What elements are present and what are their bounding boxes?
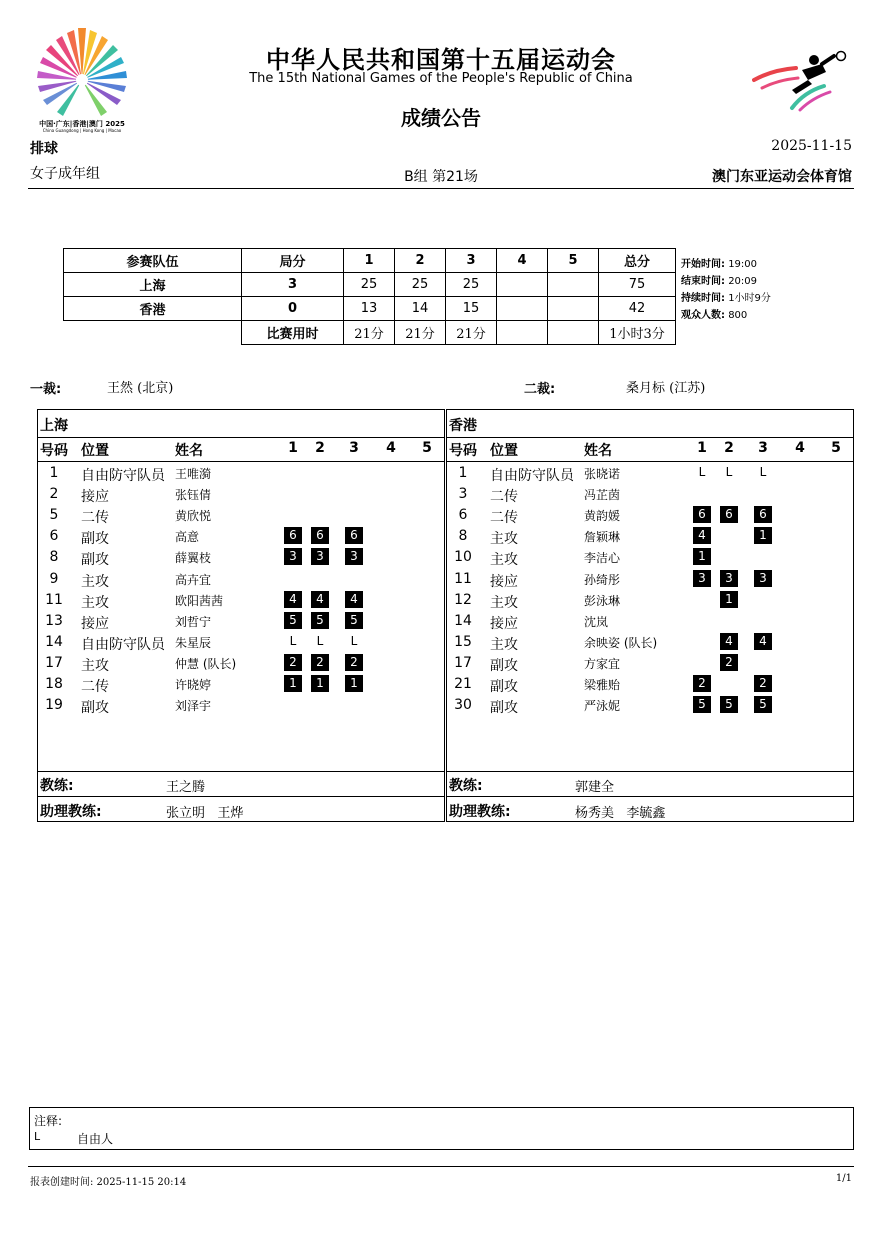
- player-position: 接应: [490, 615, 518, 632]
- starting-position-badge: 2: [345, 654, 363, 671]
- sets-won: 3: [242, 273, 344, 297]
- starting-position-badge: 4: [284, 591, 302, 608]
- player-name: 余映姿 (队长): [584, 635, 658, 650]
- player-position: 接应: [81, 615, 109, 632]
- player-row: [447, 673, 853, 694]
- player-position: 二传: [490, 489, 518, 506]
- player-name: 薛翼枝: [175, 551, 212, 566]
- player-position: 副攻: [490, 700, 518, 717]
- second-referee: 桑月标 (江苏): [626, 381, 706, 396]
- player-position: 自由防守队员: [490, 468, 574, 484]
- starting-position-badge: 6: [754, 506, 772, 523]
- player-position: 主攻: [490, 594, 518, 611]
- player-number: 30: [454, 697, 472, 714]
- second-referee-label: 二裁:: [524, 382, 556, 397]
- player-row: [447, 610, 853, 631]
- player-name: 许晓婷: [175, 678, 212, 692]
- player-position: 主攻: [81, 573, 109, 590]
- set-points: 15: [446, 297, 497, 321]
- player-row: [447, 504, 853, 525]
- roster-col-num: 号码: [449, 443, 477, 459]
- player-position: 主攻: [490, 636, 518, 653]
- logo-caption: 中国·广东|香港|澳门 2025: [39, 120, 125, 128]
- coach-name: 郭建全: [575, 780, 615, 795]
- player-name: 高意: [175, 530, 200, 545]
- roster-divider: [38, 771, 444, 772]
- starting-position-badge: 1: [345, 675, 363, 692]
- announcement-title: 成绩公告: [401, 106, 481, 130]
- starting-position-badge: 5: [693, 696, 711, 713]
- player-name: 刘泽宇: [175, 699, 212, 714]
- roster-col-set: 1: [288, 440, 298, 456]
- starting-position-badge: 3: [284, 548, 302, 565]
- player-position: 主攻: [81, 657, 109, 674]
- roster-divider: [447, 796, 853, 797]
- starting-position-badge: 6: [311, 527, 329, 544]
- starting-position-badge: 5: [311, 612, 329, 629]
- coach-label: 教练:: [449, 778, 483, 794]
- player-position: 副攻: [490, 657, 518, 674]
- player-row: [38, 652, 444, 673]
- player-row: [38, 462, 444, 483]
- roster-col-num: 号码: [40, 443, 68, 459]
- player-position: 副攻: [81, 552, 109, 569]
- player-row: [38, 631, 444, 652]
- starting-position-badge: 2: [284, 654, 302, 671]
- total-points: 75: [599, 273, 676, 297]
- first-referee: 王然 (北京): [107, 381, 174, 396]
- player-name: 王唯漪: [175, 467, 212, 481]
- team-name: 上海: [64, 273, 242, 297]
- player-row: [447, 568, 853, 589]
- player-number: 12: [454, 591, 472, 608]
- roster-col-pos: 位置: [81, 443, 109, 459]
- venue: 澳门东亚运动会体育馆: [712, 169, 852, 185]
- player-number: 9: [49, 570, 59, 587]
- player-number: 14: [45, 633, 63, 650]
- player-row: [38, 673, 444, 694]
- logo-caption-en: China Guangdong | Hong Kong | Macao: [42, 128, 122, 133]
- starting-position-badge: 2: [720, 654, 738, 671]
- set-header: 4: [497, 249, 548, 273]
- category-label: 女子成年组: [30, 166, 100, 182]
- libero-marker: L: [289, 633, 297, 648]
- set-points: [497, 297, 548, 321]
- player-number: 11: [45, 591, 63, 608]
- player-name: 严泳妮: [584, 699, 621, 714]
- set-header: 1: [344, 249, 395, 273]
- starting-position-badge: 2: [693, 675, 711, 692]
- player-position: 副攻: [81, 700, 109, 717]
- player-row: [447, 462, 853, 483]
- roster-col-name: 姓名: [584, 443, 612, 459]
- assistant-coach-label: 助理教练:: [449, 804, 511, 820]
- player-number: 6: [458, 507, 468, 524]
- coach-name: 王之腾: [166, 780, 206, 795]
- assistant-coaches: 张立明 王烨: [166, 806, 244, 821]
- player-name: 冯芷茵: [584, 488, 621, 503]
- player-name: 李洁心: [584, 551, 621, 566]
- duration-row: [64, 321, 676, 345]
- roster-col-pos: 位置: [490, 443, 518, 459]
- player-row: [447, 546, 853, 567]
- set-points: 25: [395, 273, 446, 297]
- player-name: 张钰倩: [175, 488, 212, 503]
- libero-marker: L: [759, 465, 767, 479]
- set-header: 5: [548, 249, 599, 273]
- player-position: 主攻: [81, 594, 109, 611]
- player-position: 副攻: [81, 531, 109, 548]
- starting-position-badge: 4: [311, 591, 329, 608]
- roster-col-set: 4: [795, 440, 805, 456]
- notes-label: 注释:: [34, 1114, 63, 1128]
- player-number: 8: [458, 528, 468, 545]
- starting-position-badge: 5: [345, 612, 363, 629]
- match-info-end: 结束时间: 20:09: [681, 276, 758, 287]
- set-duration: 21分: [446, 321, 497, 345]
- group-match: B组 第21场: [404, 169, 478, 185]
- match-info-spectators: 观众人数: 800: [681, 310, 748, 321]
- player-name: 仲慧 (队长): [175, 656, 237, 671]
- starting-position-badge: 6: [720, 506, 738, 523]
- player-number: 13: [45, 612, 63, 629]
- total-points: 42: [599, 297, 676, 321]
- starting-position-badge: 5: [754, 696, 772, 713]
- player-number: 14: [454, 612, 472, 629]
- player-position: 二传: [81, 679, 109, 695]
- set-duration: [548, 321, 599, 345]
- page-number: 1/1: [835, 1173, 852, 1184]
- player-number: 6: [49, 528, 59, 545]
- games-title-en: The 15th National Games of the People's Republic of China: [249, 71, 633, 86]
- starting-position-badge: 1: [284, 675, 302, 692]
- col-total-header: 总分: [599, 249, 676, 273]
- set-points: [548, 297, 599, 321]
- player-row: [38, 694, 444, 715]
- roster-col-name: 姓名: [175, 443, 203, 459]
- starting-position-badge: 4: [754, 633, 772, 650]
- player-position: 主攻: [490, 552, 518, 569]
- player-row: [447, 589, 853, 610]
- player-number: 8: [49, 549, 59, 566]
- player-row: [38, 568, 444, 589]
- set-points: 13: [344, 297, 395, 321]
- starting-position-badge: 2: [754, 675, 772, 692]
- starting-position-badge: 6: [345, 527, 363, 544]
- score-row: [64, 273, 676, 297]
- team-name: 香港: [64, 297, 242, 321]
- player-number: 18: [45, 676, 63, 692]
- libero-marker: L: [725, 465, 733, 479]
- player-row: [447, 483, 853, 504]
- player-row: [38, 525, 444, 546]
- player-row: [447, 694, 853, 715]
- player-position: 主攻: [490, 531, 518, 548]
- player-name: 欧阳茜茜: [175, 593, 224, 608]
- player-name: 高卉宜: [175, 572, 212, 587]
- sets-won: 0: [242, 297, 344, 321]
- coach-label: 教练:: [40, 778, 74, 794]
- match-info: [681, 256, 771, 324]
- starting-position-badge: 4: [693, 527, 711, 544]
- match-info-start: 开始时间: 19:00: [681, 259, 758, 270]
- set-duration: 21分: [395, 321, 446, 345]
- player-number: 5: [49, 507, 59, 524]
- starting-position-badge: 6: [284, 527, 302, 544]
- first-referee-label: 一裁:: [30, 382, 62, 397]
- player-row: [447, 525, 853, 546]
- roster-divider: [38, 437, 444, 438]
- set-header: 2: [395, 249, 446, 273]
- player-row: [38, 504, 444, 525]
- player-name: 张晓诺: [584, 467, 621, 481]
- libero-marker: L: [350, 633, 358, 648]
- starting-position-badge: 3: [720, 570, 738, 587]
- player-name: 方家宜: [584, 656, 621, 671]
- player-position: 二传: [490, 510, 518, 527]
- player-number: 10: [454, 549, 472, 566]
- footer-divider: [28, 1166, 854, 1167]
- score-row: [64, 297, 676, 321]
- note-text: 自由人: [77, 1132, 114, 1146]
- libero-marker: L: [316, 633, 324, 648]
- player-name: 孙绮彤: [584, 572, 621, 587]
- note-symbol: L: [34, 1130, 41, 1143]
- player-number: 2: [49, 486, 59, 503]
- roster-divider: [447, 771, 853, 772]
- roster-divider: [447, 437, 853, 438]
- set-points: 25: [446, 273, 497, 297]
- player-row: [38, 483, 444, 504]
- player-name: 沈岚: [584, 614, 609, 629]
- starting-position-badge: 2: [311, 654, 329, 671]
- starting-position-badge: 3: [311, 548, 329, 565]
- player-number: 19: [45, 697, 63, 714]
- starting-position-badge: 4: [720, 633, 738, 650]
- player-name: 刘哲宁: [175, 614, 212, 629]
- starting-position-badge: 1: [720, 591, 738, 608]
- libero-marker: L: [698, 465, 706, 479]
- col-sets-header: 局分: [242, 249, 344, 273]
- assistant-coaches: 杨秀美 李毓鑫: [575, 806, 666, 821]
- player-number: 17: [454, 654, 472, 671]
- player-position: 二传: [81, 510, 109, 527]
- set-duration: [497, 321, 548, 345]
- player-row: [447, 652, 853, 673]
- roster-col-set: 1: [697, 440, 707, 456]
- games-title: 中华人民共和国第十五届运动会: [266, 46, 616, 74]
- sport-label: 排球: [30, 141, 58, 157]
- set-points: 25: [344, 273, 395, 297]
- match-info-duration: 持续时间: 1小时9分: [681, 293, 771, 304]
- player-name: 彭泳琳: [584, 593, 621, 608]
- set-points: [497, 273, 548, 297]
- header-divider: [28, 188, 854, 189]
- player-name: 梁雅贻: [584, 678, 621, 692]
- player-number: 3: [458, 486, 468, 503]
- starting-position-badge: 3: [345, 548, 363, 565]
- assistant-coach-label: 助理教练:: [40, 804, 102, 820]
- starting-position-badge: 1: [311, 675, 329, 692]
- set-header: 3: [446, 249, 497, 273]
- player-position: 接应: [81, 489, 109, 506]
- starting-position-badge: 6: [693, 506, 711, 523]
- score-header-row: [64, 249, 676, 273]
- roster-team-name: 上海: [40, 418, 68, 434]
- starting-position-badge: 1: [754, 527, 772, 544]
- roster-panel-home: [37, 409, 445, 822]
- roster-col-set: 3: [349, 440, 359, 456]
- player-name: 黄韵媛: [584, 509, 621, 524]
- set-points: [548, 273, 599, 297]
- score-table: [63, 248, 676, 345]
- starting-position-badge: 3: [693, 570, 711, 587]
- starting-position-badge: 3: [754, 570, 772, 587]
- player-number: 15: [454, 633, 472, 650]
- player-row: [447, 631, 853, 652]
- player-position: 自由防守队员: [81, 468, 165, 484]
- roster-col-set: 5: [422, 440, 432, 456]
- player-row: [38, 610, 444, 631]
- roster-col-set: 3: [758, 440, 768, 456]
- roster-team-name: 香港: [449, 418, 477, 434]
- player-position: 副攻: [490, 679, 518, 695]
- starting-position-badge: 1: [693, 548, 711, 565]
- starting-position-badge: 5: [284, 612, 302, 629]
- roster-col-set: 4: [386, 440, 396, 456]
- set-duration: 21分: [344, 321, 395, 345]
- duration-label: 比赛用时: [242, 321, 344, 345]
- player-number: 11: [454, 570, 472, 587]
- player-position: 接应: [490, 573, 518, 590]
- roster-panel-away: [446, 409, 854, 822]
- player-number: 17: [45, 654, 63, 671]
- roster-divider: [38, 796, 444, 797]
- player-name: 朱星辰: [175, 635, 212, 650]
- roster-col-set: 5: [831, 440, 841, 456]
- player-number: 1: [458, 465, 468, 481]
- player-row: [38, 589, 444, 610]
- match-date: 2025-11-15: [771, 138, 852, 154]
- starting-position-badge: 4: [345, 591, 363, 608]
- report-created: 报表创建时间: 2025-11-15 20:14: [30, 1177, 187, 1188]
- total-duration: 1小时3分: [599, 321, 676, 345]
- player-row: [38, 546, 444, 567]
- starting-position-badge: 5: [720, 696, 738, 713]
- roster-col-set: 2: [724, 440, 734, 456]
- player-name: 詹颖琳: [584, 530, 621, 545]
- player-position: 自由防守队员: [81, 636, 165, 653]
- player-number: 21: [454, 676, 472, 692]
- roster-col-set: 2: [315, 440, 325, 456]
- set-points: 14: [395, 297, 446, 321]
- notes-box: [29, 1107, 854, 1150]
- player-name: 黄欣悦: [175, 509, 212, 524]
- player-number: 1: [49, 465, 59, 481]
- col-team-header: 参赛队伍: [64, 249, 242, 273]
